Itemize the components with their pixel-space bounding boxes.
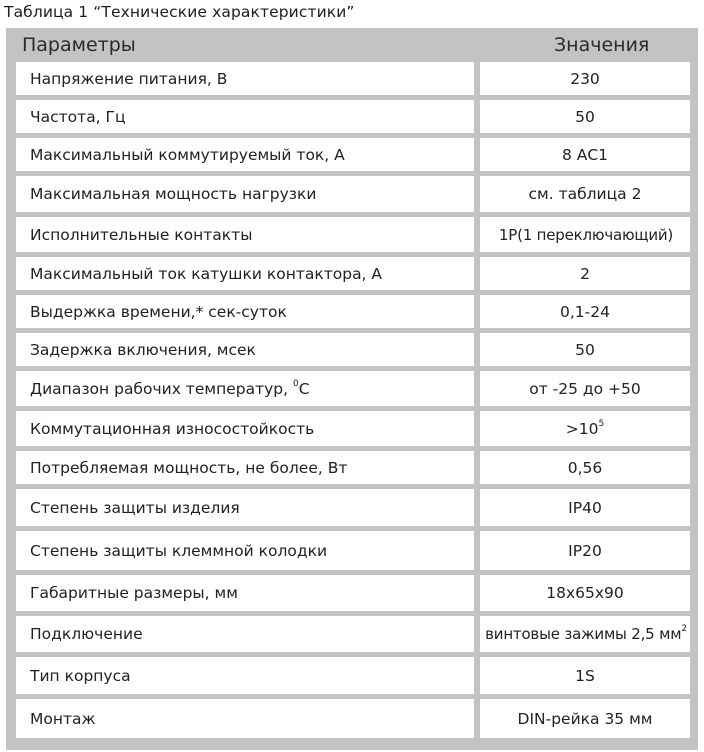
parameter-text <box>30 226 252 244</box>
table-row <box>6 371 698 411</box>
parameter-label: Тип корпуса <box>30 666 131 685</box>
parameter-label: Максимальный ток катушки контактора, А <box>30 264 383 283</box>
header-parameters: Параметры <box>22 34 136 56</box>
value-cell <box>480 575 690 611</box>
parameter-label: Потребляемая мощность, не более, Вт <box>30 458 348 477</box>
parameter-cell <box>16 295 474 328</box>
value-cell <box>480 62 690 95</box>
value-cell <box>480 531 690 570</box>
value-superscript: 2 <box>681 624 687 634</box>
value-cell <box>480 257 690 290</box>
table-row <box>6 489 698 531</box>
specifications-table <box>6 28 698 750</box>
value-label: от -25 до +50 <box>529 379 641 398</box>
value-text <box>480 542 690 560</box>
table-row <box>6 575 698 616</box>
parameter-cell <box>16 657 474 694</box>
value-cell <box>480 217 690 252</box>
value-label: 8 АС1 <box>561 145 609 164</box>
parameter-text <box>30 625 143 643</box>
value-text <box>480 108 690 126</box>
parameter-text <box>30 667 131 685</box>
parameter-cell <box>16 575 474 611</box>
parameter-label: Исполнительные контакты <box>30 225 253 244</box>
parameter-cell <box>16 371 474 406</box>
parameter-label: Выдержка времени,* сек-суток <box>30 302 287 321</box>
value-text <box>480 70 690 88</box>
table-header <box>6 28 698 62</box>
table-row <box>6 616 698 657</box>
value-label: 230 <box>570 69 600 88</box>
value-label: 0,1-24 <box>560 302 610 321</box>
value-text <box>480 265 690 283</box>
value-label: DIN-рейка 35 мм <box>517 709 653 728</box>
table-row <box>6 100 698 138</box>
parameter-text <box>30 499 240 517</box>
parameter-text <box>30 303 287 321</box>
value-cell <box>480 138 690 171</box>
value-label: 2 <box>580 264 590 283</box>
parameter-unit: С <box>298 379 310 398</box>
table-caption: Таблица 1 “Технические характеристики” <box>4 3 355 21</box>
value-text <box>480 341 690 359</box>
value-text <box>480 499 690 517</box>
table-row <box>6 62 698 100</box>
parameter-cell <box>16 531 474 570</box>
parameter-label: Частота, Гц <box>30 107 126 126</box>
parameter-label: Степень защиты изделия <box>30 498 240 517</box>
value-text <box>480 420 690 438</box>
parameter-text <box>30 584 238 602</box>
parameter-cell <box>16 138 474 171</box>
value-cell <box>480 295 690 328</box>
value-cell <box>480 176 690 212</box>
parameter-text <box>30 146 345 164</box>
value-cell <box>480 411 690 446</box>
parameter-cell <box>16 176 474 212</box>
header-values: Значения <box>554 34 650 56</box>
table-row <box>6 699 698 743</box>
value-text <box>480 710 690 728</box>
parameter-cell <box>16 411 474 446</box>
parameter-text <box>30 341 256 359</box>
parameter-cell <box>16 333 474 366</box>
value-text <box>474 625 698 643</box>
value-cell <box>480 371 690 406</box>
table-row <box>6 138 698 176</box>
parameter-label: Коммутационная износостойкость <box>30 419 315 438</box>
parameter-text <box>30 542 327 560</box>
value-text <box>480 667 690 685</box>
value-label: см. таблица 2 <box>528 185 642 203</box>
value-text <box>480 380 690 398</box>
table-row <box>6 451 698 489</box>
table-row <box>6 217 698 257</box>
table-row <box>6 333 698 371</box>
table-row <box>6 657 698 699</box>
parameter-text <box>30 710 95 728</box>
parameter-label: Монтаж <box>30 709 96 728</box>
value-superscript: 5 <box>598 418 605 429</box>
parameter-label: Подключение <box>30 625 143 643</box>
table-row <box>6 257 698 295</box>
value-text <box>474 226 698 244</box>
value-text <box>480 459 690 477</box>
value-cell <box>480 451 690 484</box>
value-cell <box>480 333 690 366</box>
parameter-label: Максимальный коммутируемый ток, А <box>30 145 345 164</box>
parameter-text <box>30 459 347 477</box>
table-row <box>6 531 698 575</box>
value-cell <box>480 616 690 652</box>
value-text <box>480 185 690 203</box>
value-label: 18х65х90 <box>546 584 624 602</box>
value-label: винтовые зажимы 2,5 мм <box>485 625 682 643</box>
parameter-text <box>30 420 314 438</box>
parameter-text <box>30 108 126 126</box>
parameter-label: Задержка включения, мсек <box>30 340 256 359</box>
table-row <box>6 411 698 451</box>
value-text <box>480 146 690 164</box>
value-label: 0,56 <box>567 458 603 477</box>
parameter-label: Диапазон рабочих температур, <box>30 379 293 398</box>
parameter-label: Максимальная мощность нагрузки <box>30 185 317 203</box>
parameter-cell <box>16 257 474 290</box>
parameter-text <box>30 185 316 203</box>
value-text <box>480 303 690 321</box>
parameter-cell <box>16 100 474 133</box>
value-label: 1Р(1 переключающий) <box>498 225 674 244</box>
parameter-cell <box>16 217 474 252</box>
parameter-text <box>30 265 382 283</box>
value-cell <box>480 489 690 526</box>
parameter-label: Габаритные размеры, мм <box>30 584 238 602</box>
table-row <box>6 295 698 333</box>
parameter-cell <box>16 451 474 484</box>
parameter-label: Степень защиты клеммной колодки <box>30 541 328 560</box>
parameter-cell <box>16 616 474 652</box>
parameter-cell <box>16 62 474 95</box>
value-cell <box>480 699 690 738</box>
value-cell <box>480 657 690 694</box>
parameter-cell <box>16 489 474 526</box>
parameter-label: Напряжение питания, В <box>30 69 228 88</box>
value-label: >10 <box>565 419 599 438</box>
value-label: 50 <box>575 107 595 126</box>
value-label: IP40 <box>568 498 602 517</box>
parameter-cell <box>16 699 474 738</box>
value-label: 50 <box>575 340 595 359</box>
table-row <box>6 176 698 217</box>
parameter-text <box>30 380 310 398</box>
value-text <box>480 584 690 602</box>
value-label: IP20 <box>568 541 602 560</box>
parameter-text <box>30 70 227 88</box>
parameter-superscript: 0 <box>292 378 299 389</box>
value-label: 1S <box>575 666 595 685</box>
value-cell <box>480 100 690 133</box>
